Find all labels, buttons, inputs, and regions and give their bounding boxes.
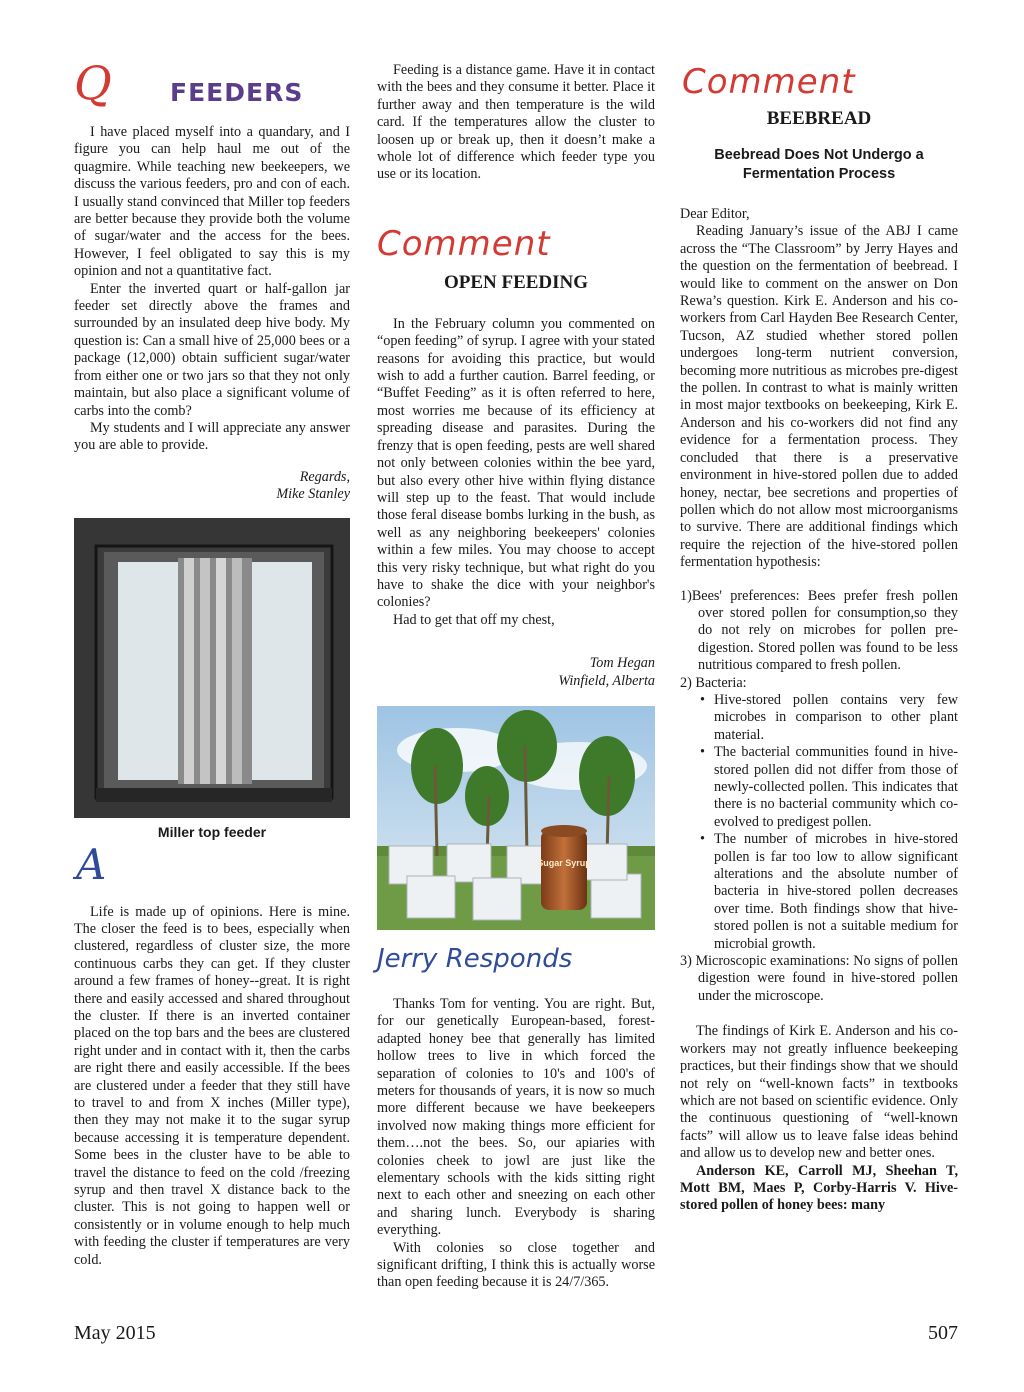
open-feeding-illustration bbox=[377, 706, 655, 930]
finding-item: 1)Bees' preferences: Bees prefer fresh pollen over stored pollen for consumption,so they do not rely on microbes for pollen pre-digestion. Stored pollen was found to be less nutritious compared to fresh pollen. bbox=[680, 587, 958, 674]
response-paragraph: With colonies so close together and significant drifting, I think this is actually worse than open feeding because it is 24/7/365. bbox=[377, 1239, 655, 1291]
finding-item-heading: 2) Bacteria: bbox=[680, 674, 747, 691]
comment-heading: Comment bbox=[682, 62, 856, 102]
column-1 bbox=[74, 56, 350, 1269]
page-number: 507 bbox=[928, 1322, 958, 1344]
column-2 bbox=[377, 62, 655, 1292]
feeders-title: FEEDERS bbox=[170, 78, 304, 107]
question-paragraph: My students and I will appreciate any answer you are able to provide. bbox=[74, 419, 350, 454]
column-3 bbox=[680, 62, 958, 1215]
question-header bbox=[74, 56, 350, 124]
answer-continued: Feeding is a distance game. Have it in contact with the bees and they consume it better. Place it further away and then temperature is the wild card. If the temperatures allow the cluster to loosen up or break up, then it doesn’t make a whole lot of difference which feeder type you use or its location. bbox=[377, 62, 655, 183]
signoff: Regards, bbox=[299, 468, 350, 485]
a-letter: A bbox=[76, 839, 107, 889]
reference: Anderson KE, Carroll MJ, Sheehan T, Mott BM, Maes P, Corby-Harris V. Hive-stored pollen of honey bees: many bbox=[680, 1162, 958, 1214]
apiary-barrel-illustration bbox=[377, 706, 655, 930]
finding-item: 3) Microscopic examinations: No signs of pollen digestion were found in hive-stored pollen under the microscope. bbox=[680, 953, 958, 1004]
finding-bullet: • The number of microbes in hive-stored pollen is far too low to allow significant alterations and the absolute number of bacteria in hive-stored pollen decreases over time. Both findings show that hive-stored pollen is not a suitable medium for microbial growth. bbox=[680, 831, 958, 953]
letter-signature bbox=[377, 655, 655, 690]
q-letter: Q bbox=[74, 56, 112, 110]
comment-heading: Comment bbox=[377, 223, 551, 264]
findings-list bbox=[680, 588, 958, 1006]
miller-feeder-photo bbox=[74, 518, 350, 818]
beebread-title: BEEBREAD bbox=[766, 108, 872, 129]
beebread-subtitle: Beebread Does Not Undergo a Fermentation Process bbox=[714, 147, 924, 182]
signer-location: Winfield, Alberta bbox=[558, 672, 655, 689]
closing-paragraph: The findings of Kirk E. Anderson and his co-workers may not greatly influence beekeeping practices, but their findings show that we should not rely on “well-known facts” in textbooks which are not based on scientific evidence. Only the continuous questioning of “well-known facts” will allow us to leave false ideas behind and allow us to develop new and better ones. bbox=[680, 1023, 958, 1162]
salutation: Dear Editor, bbox=[680, 206, 750, 222]
open-feeding-title: OPEN FEEDING bbox=[443, 271, 589, 293]
letter-paragraph: Had to get that off my chest, bbox=[393, 611, 555, 628]
signer-name: Mike Stanley bbox=[276, 486, 350, 503]
miller-feeder-illustration bbox=[74, 518, 350, 818]
finding-bullet: • Hive-stored pollen contains very few microbes in comparison to other plant material. bbox=[680, 692, 958, 744]
answer-paragraph: Life is made up of opinions. Here is mine. The closer the feed is to bees, especially when clustered, regardless of cluster size, the more continuous carbs they can get. If they cluster around a few frames of honey--great. It is right there and easily accessed and shared throughout the cluster. If there is an inverted container placed on the top bars and the bees are clustered right under and in contact with it, then the carbs are right there and easily accessible. If the bees are clustered under a feeder that they still have to travel to and from X inches (Miller type), then they may not make it to the sugar syrup because accessing it is temperature dependent. Some bees in the cluster have to be able to travel the distance to feed on the cold /freezing syrup and then travel X distance back to the cluster. This is not going to happen well or consistently or in volume enough to help much with feeding the cluster if temperatures are very cold. bbox=[74, 903, 350, 1268]
response-paragraph: Thanks Tom for venting. You are right. But, for our genetically European-based, forest-adapted honey bee that generally has limited hollow trees to live in which forced the separation of colonies to 10's and 100's of meters for thousands of years, it is now so much more different because we have beekeepers involved now making things more efficient for them….not the bees. So, our apiaries with colonies cheek to jowl are just like the elementary schools with the kids sitting right next to each other and sneezing on each other and sharing lunch. Everybody is sharing everything. bbox=[377, 995, 655, 1239]
question-paragraph: Enter the inverted quart or half-gallon jar feeder set directly above the frames and surrounded by an insulated deep hive body. My question is: Can a small hive of 25,000 bees or a package (12,000) obtain sufficient sugar/water from either one or two jars so that they not only maintain, but also place a significant volume of carbs into the comb? bbox=[74, 280, 350, 419]
question-paragraph: I have placed myself into a quandary, and I figure you can help haul me out of the quagmire. While teaching new beekeepers, we discuss the various feeders, pro and con of each. I usually stand convinced that Miller top feeders are better because they provide both the volume of sugar/water and the access for the bees. However, I feel obligated to say this is my opinion and not a quantitative fact. bbox=[74, 124, 350, 280]
barrel-label: Sugar Syrup bbox=[537, 857, 591, 868]
jerry-responds-heading: Jerry Responds bbox=[377, 943, 573, 974]
finding-bullet: • The bacterial communities found in hive-stored pollen did not differ from those of newly-collected pollen. This indicates that there is no bacterial community which co-evolved to predigest pollen. bbox=[680, 744, 958, 831]
question-signature bbox=[74, 469, 350, 504]
footer-date: May 2015 bbox=[74, 1322, 156, 1344]
photo-caption: Miller top feeder bbox=[157, 823, 267, 840]
intro-paragraph: Reading January’s issue of the ABJ I came across the “The Classroom” by Jerry Hayes and the question on the fermentation of beebread. I would like to comment on the answer on Don Rewa’s question. Kirk E. Anderson and his co-workers from Carl Hayden Bee Research Center, Tucson, AZ studied whether stored pollen undergoes long-term nutrient conversion, becoming more nutritious as microbes pre-digest the pollen. In contrast to what is mainly written in most major textbooks on beekeeping, Kirk E. Anderson and his co-workers did not find any evidence for a fermentation process. They concluded that there is a preservative environment in hive-stored pollen due to added honey, nectar, bee secretions and properties of pollen which do not allow most microorganisms to survive. There are additional findings which require the rejection of the hive-stored pollen fermentation hypothesis: bbox=[680, 223, 958, 571]
letter-paragraph: In the February column you commented on “open feeding” of syrup. I agree with your stated reasons for avoiding this practice, but would wish to add a further caution. Barrel feeding, or “Buffet Feeding” as it is often referred to here, most worries me because of its efficiency at spreading disease and parasites. During the frenzy that is open feeding, pests are well shared not only between colonies within the bee yard, but also every other hive within flying distance will step up to the feast. That would include those feral disease bombs lurking in the bush, as well as any neighboring beekeepers' colonies within a few miles. You may choose to accept this very risky technique, but what right do you have to shake the dice with your neighbor's colonies? bbox=[377, 315, 655, 611]
signer-name: Tom Hegan bbox=[589, 655, 655, 672]
